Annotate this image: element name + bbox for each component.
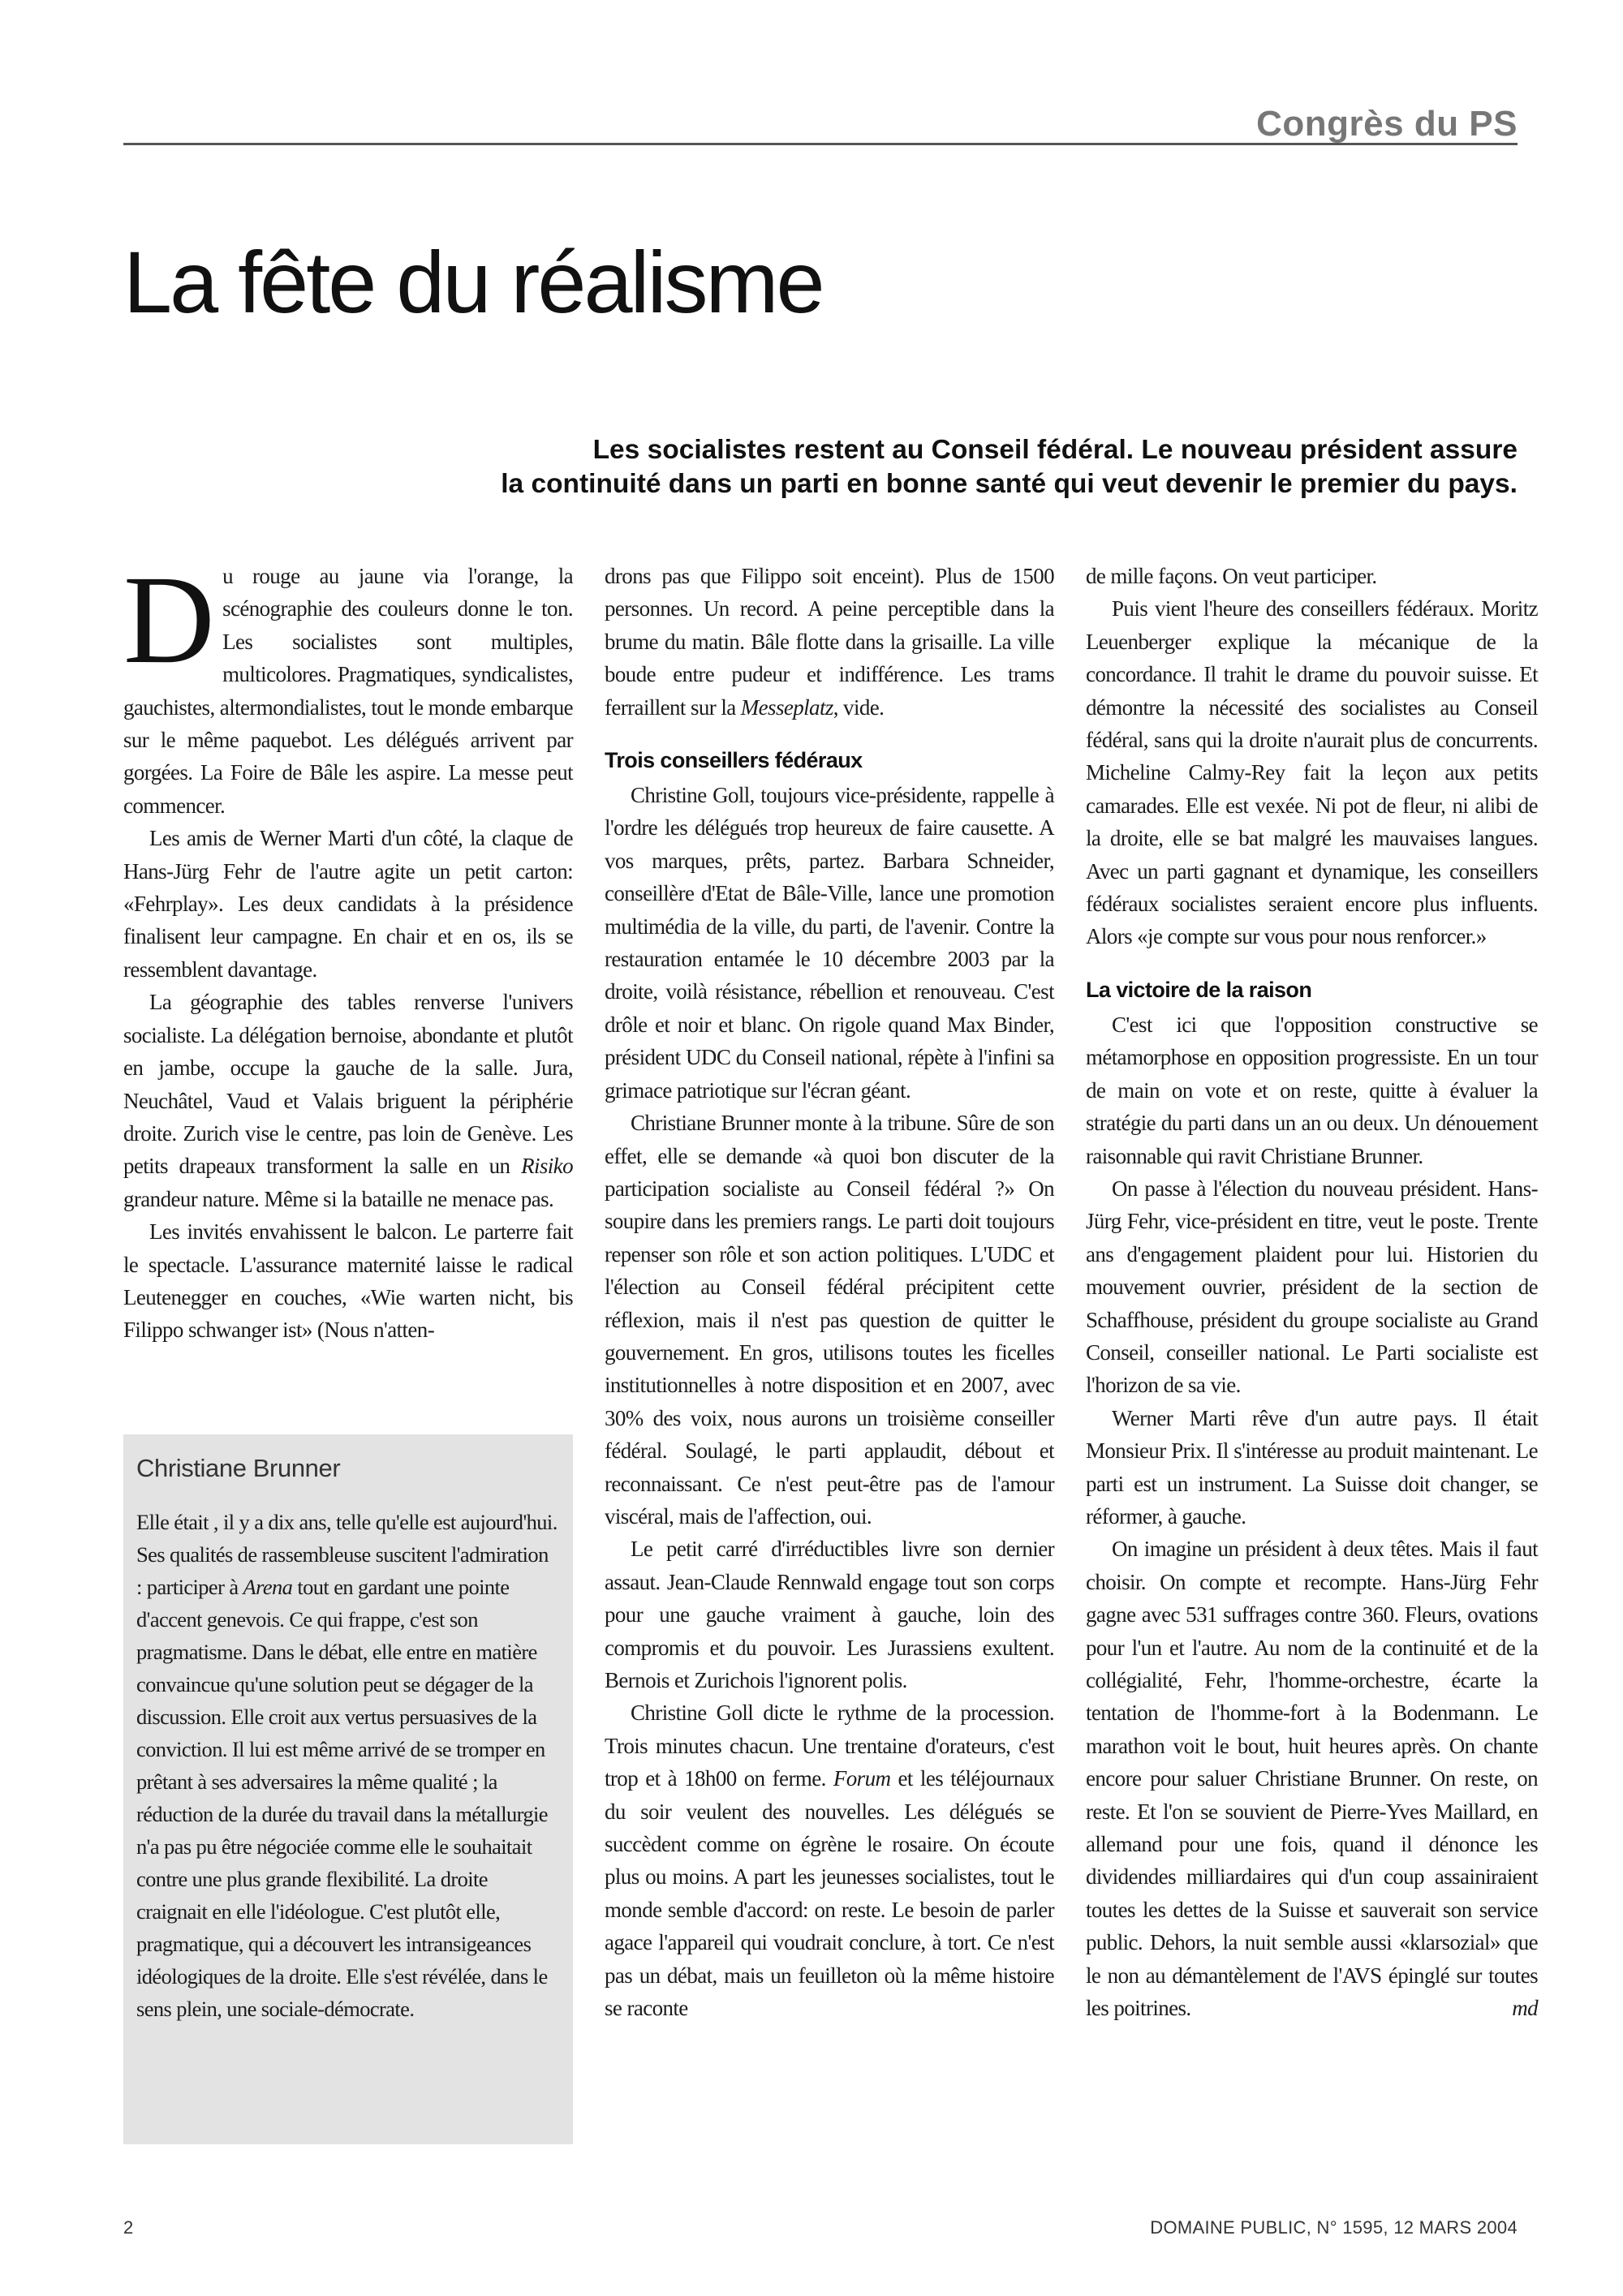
article-column-1 [123, 549, 573, 1347]
paragraph [1086, 1533, 1538, 2024]
paragraph [605, 560, 1054, 724]
paragraph: Le petit carré d'irréductibles livre son dernier assaut. Jean-Claude Rennwald engage tout son corps pour une gauche vraiment à gauche, loin des compromis et du pouvoir. Les Jurassiens exultent. Bernois et Zurichois l'ignorent polis. [605, 1537, 1054, 1692]
paragraph-text: La géographie des tables renverse l'univers socialiste. La délégation bernoise, abondante et plutôt en jambe, occupe la gauche de la salle. Jura, Neuchâtel, Vaud et Valais briguent la périphérie droite. Zurich vise le centre, pas loin de Genève. Les petits drapeaux transforment la salle en un [123, 990, 573, 1179]
section-label: Congrès du PS [1256, 104, 1518, 144]
paragraph [123, 549, 573, 822]
paragraph-text: u rouge au jaune via l'orange, la scénographie des couleurs donne le ton. Les socialistes sont multiples, multicolores. Pragmatiques, syndicalistes, gauchistes, altermondialistes, tout le monde embarque sur le même paquebot. Les délégués arrivent par gorgées. La Foire de Bâle les aspire. La messe peut commencer. [123, 564, 573, 818]
article-title: La fête du réalisme [123, 233, 823, 331]
sidebar-box [123, 1434, 573, 2144]
paragraph: Christiane Brunner monte à la tribune. Sûre de son effet, elle se demande «à quoi bon discuter de la participation socialiste au Conseil fédéral ?» On soupire dans les premiers rangs. Le parti doit toujours repenser son rôle et son action politiques. L'UDC et l'élection au Conseil fédéral précipitent cette réflexion, mais il n'est pas question de quitter le gouvernement. En gros, utilisons toutes les ficelles institutionnelles à notre disposition et en 2007, avec 30% des voix, nous aurons un troisième conseiller fédéral. Soulagé, le parti applaudit, débout et reconnaissant. Ce n'est peut-être pas de l'amour viscéral, mais de l'affection, oui. [605, 1111, 1054, 1529]
publication-footer: DOMAINE PUBLIC, N° 1595, 12 MARS 2004 [1150, 2217, 1518, 2238]
paragraph-text: drons pas que Filippo soit enceint). Plus de 1500 personnes. Un record. A peine perceptible dans la brume du matin. Bâle flotte dans la grisaille. La ville boude entre pudeur et indifférence. Les trams ferraillent sur la [605, 564, 1054, 720]
paragraph [123, 986, 573, 1215]
subheading: Trois conseillers fédéraux [605, 748, 863, 773]
paragraph: Les amis de Werner Marti d'un côté, la claque de Hans-Jürg Fehr de l'autre agite un petit carton: «Fehrplay». Les deux candidats à la présidence finalisent leur campagne. En chair et en os, ils se ressemblent davantage. [123, 826, 573, 982]
sidebar-title: Christiane Brunner [136, 1454, 341, 1482]
header-rule [123, 143, 1518, 145]
article-deck [138, 433, 1518, 501]
paragraph: Werner Marti rêve d'un autre pays. Il était Monsieur Prix. Il s'intéresse au produit maintenant. Le parti est un instrument. La Suisse doit changer, se réformer, à gauche. [1086, 1405, 1538, 1529]
author-signoff: md [1512, 1996, 1538, 2021]
italic-term: Arena [243, 1575, 293, 1599]
paragraph-text: Christine Goll dicte le rythme de la procession. Trois minutes chacun. Une trentaine d'orateurs, c'est trop et à 18h00 on ferme. [605, 1701, 1054, 1791]
sidebar-text: tout en gardant une pointe d'accent genevois. Ce qui frappe, c'est son pragmatisme. Dans le débat, elle entre en matière convaincue qu'une solution peut se dégager de la discussion. Elle croit aux vertus persuasives de la conviction. Il lui est même arrivé de se tromper en prêtant à ses adversaires la même qualité ; la réduction de la durée du travail dans la métallurgie n'a pas pu être négociée comme elle le souhaitait contre une plus grande flexibilité. La droite craignait en elle l'idéologue. C'est plutôt elle, pragmatique, qui a découvert les intransigeances idéologiques de la droite. Elle s'est révélée, dans le sens plein, une sociale-démocrate. [136, 1575, 548, 2021]
italic-term: Forum [833, 1766, 891, 1791]
drop-cap: D [123, 549, 215, 690]
sidebar-text: Elle était , il y a dix ans, telle qu'elle est aujourd'hui. Ses qualités de rassembleuse suscitent l'admiration : participer à [136, 1510, 558, 1599]
subheading: La victoire de la raison [1086, 977, 1312, 1002]
paragraph-text: grandeur nature. Même si la bataille ne menace pas. [123, 1186, 554, 1211]
paragraph-text: et les téléjournaux du soir veulent des nouvelles. Les délégués se succèdent comme on égrène le rosaire. On écoute plus ou moins. A part les jeunesses socialistes, tout le monde semble d'accord: on reste. Le besoin de parler agace l'appareil qui voudrait conclure, à tort. Ce n'est pas un débat, mais un feuilleton où la même histoire se raconte [605, 1766, 1054, 2021]
paragraph: On passe à l'élection du nouveau président. Hans-Jürg Fehr, vice-président en titre, veut le poste. Trente ans d'engagement plaident pour lui. Historien du mouvement ouvrier, président de la section de Schaffhouse, président du groupe socialiste au Grand Conseil, conseiller national. Le Parti socialiste est l'horizon de sa vie. [1086, 1176, 1538, 1398]
paragraph: Puis vient l'heure des conseillers fédéraux. Moritz Leuenberger explique la mécanique de la concordance. Il trahit le drame du pouvoir suisse. Et démontre la nécessité des socialistes au Conseil fédéral, sans qui la droite n'aurait plus de concurrents. Micheline Calmy-Rey fait la leçon aux petits camarades. Elle est vexée. Ni pot de fleur, ni alibi de la droite, elle se bat malgré les mauvaises langues. Avec un parti gagnant et dynamique, les conseillers fédéraux socialistes seraient encore plus influents. Alors «je compte sur vous pour nous renforcer.» [1086, 596, 1538, 949]
paragraph-text: , vide. [833, 694, 885, 720]
page-number: 2 [123, 2217, 134, 2238]
article-column-3 [1086, 560, 1538, 2024]
paragraph: Les invités envahissent le balcon. Le parterre fait le spectacle. L'assurance maternité laisse le radical Leutenegger en couches, «Wie warten nicht, bis Filippo schwanger ist» (Nous n'atten- [123, 1219, 573, 1343]
paragraph: de mille façons. On veut participer. [1086, 564, 1377, 588]
deck-line-1: Les socialistes restent au Conseil fédéral. Le nouveau président assure [592, 435, 1518, 465]
italic-term: Risiko [521, 1154, 573, 1179]
paragraph: C'est ici que l'opposition constructive se métamorphose en opposition progressiste. En un tour de main on vote et on reste, quitte à évaluer la stratégie du parti dans un an ou deux. Un dénouement raisonnable qui ravit Christiane Brunner. [1086, 1012, 1538, 1168]
paragraph-text: On imagine un président à deux têtes. Mais il faut choisir. On compte et recompte. Hans-Jürg Fehr gagne avec 531 suffrages contre 360. Fleurs, ovations pour l'un et l'autre. Au nom de la continuité et de la collégialité, Fehr, l'homme-orchestre, écarte la tentation de l'homme-fort à la Bodenmann. Le marathon voit le bout, huit heures après. On chante encore pour saluer Christiane Brunner. On reste, on reste. Et l'on se souvient de Pierre-Yves Maillard, en allemand pour une fois, quand il dénonce les dividendes milliardaires qui d'un coup assainiraient toutes les dettes de la Suisse et sauverait son service public. Dehors, la nuit semble aussi «klarsozial» que le non au démantèlement de l'AVS épinglé sur toutes les poitrines. [1086, 1537, 1538, 2021]
article-column-2 [605, 560, 1054, 2024]
italic-term: Messeplatz [740, 694, 833, 720]
paragraph: Christine Goll, toujours vice-présidente, rappelle à l'ordre les délégués trop heureux de faire causette. A vos marques, prêts, partez. Barbara Schneider, conseillère d'Etat de Bâle-Ville, lance une promotion multimédia de la ville, du parti, de l'avenir. Contre la restauration entamée le 10 décembre 2003 par la droite, voilà résistance, rébellion et renouveau. C'est drôle et noir et blanc. On rigole quand Max Binder, président UDC du Conseil national, répète à l'infini sa grimace patriotique sur l'écran géant. [605, 783, 1054, 1103]
deck-line-2: la continuité dans un parti en bonne santé qui veut devenir le premier du pays. [501, 469, 1518, 499]
paragraph [605, 1696, 1054, 2024]
sidebar-body [136, 1506, 558, 2025]
